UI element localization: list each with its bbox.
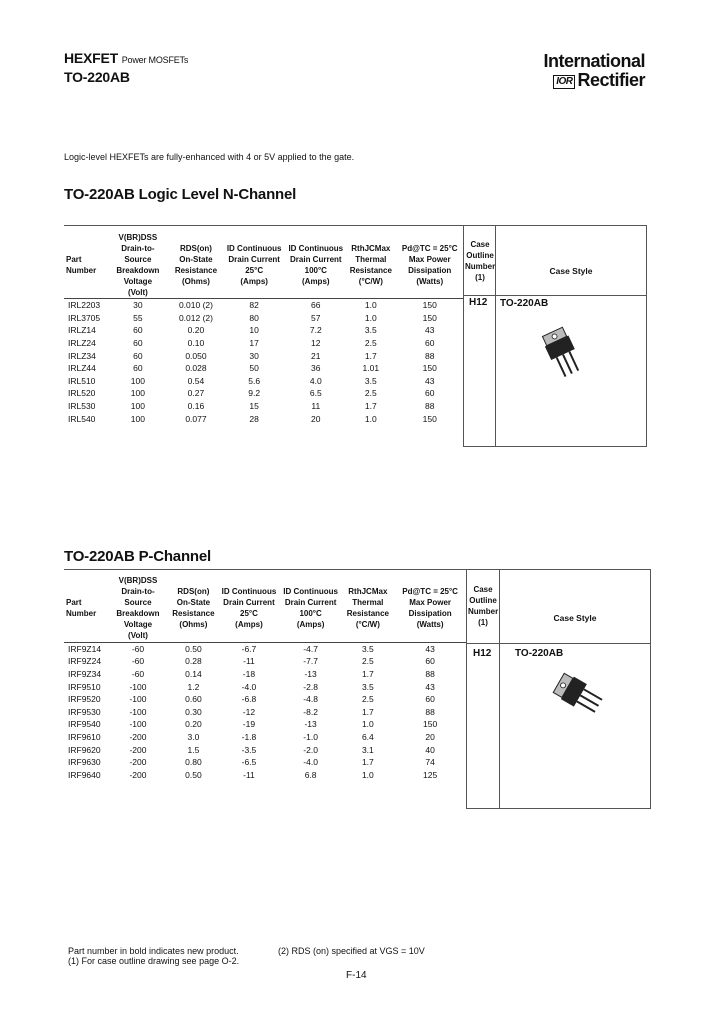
- table-row: [64, 349, 464, 362]
- table-cell: -4.8: [303, 694, 318, 705]
- table-cell: 125: [423, 769, 438, 780]
- table-cell: 0.20: [185, 719, 202, 730]
- table-row: [64, 655, 466, 668]
- table-cell: -6.5: [241, 757, 257, 768]
- table-cell: -18: [242, 668, 256, 679]
- table-cell: 0.60: [185, 694, 202, 705]
- table-cell: 2.5: [361, 656, 374, 667]
- table-cell: 9.2: [248, 388, 261, 399]
- table-cell: 6.5: [309, 388, 322, 399]
- table-cell: 43: [425, 643, 435, 654]
- table-cell: 55: [133, 312, 143, 323]
- table-cell: 0.20: [187, 325, 205, 336]
- table-cell: 1.0: [361, 719, 374, 730]
- part-number-cell: IRLZ24: [68, 338, 96, 349]
- table-cell: 60: [133, 350, 143, 361]
- part-number-cell: IRL3705: [68, 312, 101, 323]
- table-row: [64, 756, 466, 769]
- pchannel-case-code: H12: [473, 648, 492, 659]
- company-logo: International IOR Rectifier: [543, 51, 645, 90]
- nchannel-table: Part Number V(BR)DSS Drain-to-Source Breakdown Voltage (Volt) RDS(on) On-State Resistance (Ohms) ID Continuous Drain Current 25°C (Amps) ID Continuous Drain Current 100°C (Amps) RthJCMax Thermal Resistance (°C/W) Pd@TC = 25°C Max Power Dissipation (Watts) IRL2203 30 0.010 (2) 82 66 1.0 150 IRL3705 55 0.012 (2) 80 57 1.0 150 IRLZ14 60 0.20 10 7.2 3.5 43 IRLZ24 60 0.10 17 12 2.5 60 IRLZ34 60 0.050 30 21 1.7 88 IRLZ44 60 0.028 50 36 1.01 150 IRL510 100 0.54 5.6 4.0 3.5 43 IRL520 100 0.27 9.2 6.5 2.5 60 IRL530 100 0.16 15 11 1.7 88 IRL540 100 0.077 28 20 1.0 150: [64, 232, 464, 425]
- table-cell: 88: [424, 350, 435, 361]
- table-cell: 3.5: [364, 375, 377, 386]
- nchannel-title: TO-220AB Logic Level N-Channel: [64, 186, 297, 203]
- table-cell: -3.5: [241, 744, 257, 755]
- table-cell: 0.80: [185, 757, 202, 768]
- table-cell: 150: [423, 719, 438, 730]
- table-cell: 57: [311, 312, 321, 323]
- table-cell: 88: [425, 668, 435, 679]
- table-cell: 43: [424, 375, 435, 386]
- part-number-cell: IRF9510: [68, 681, 101, 692]
- table-row: [64, 299, 464, 312]
- table-cell: -200: [129, 731, 147, 742]
- nchannel-style-header: Case Style: [549, 266, 593, 276]
- table-cell: -6.8: [241, 694, 257, 705]
- table-row: [64, 731, 466, 744]
- nchannel-case-code: H12: [469, 297, 488, 308]
- table-cell: 88: [424, 401, 435, 412]
- table-cell: 1.01: [362, 363, 380, 374]
- part-number-cell: IRF9530: [68, 706, 101, 717]
- to220-package-icon: [548, 666, 612, 722]
- table-cell: 1.0: [361, 769, 374, 780]
- table-row: [64, 387, 464, 400]
- footnote-bold: Part number in bold indicates new product.: [68, 946, 239, 956]
- table-row: [64, 324, 464, 337]
- table-cell: -200: [129, 769, 147, 780]
- table-cell: -100: [129, 719, 147, 730]
- table-cell: 6.4: [361, 731, 374, 742]
- table-cell: 0.50: [185, 643, 202, 654]
- pchannel-case-header: Case Outline Number (1): [468, 585, 499, 627]
- table-cell: 2.5: [364, 388, 377, 399]
- table-cell: 0.16: [187, 401, 205, 412]
- pchannel-table: Part Number V(BR)DSS Drain-to-Source Breakdown Voltage (Volt) RDS(on) On-State Resistance (Ohms) ID Continuous Drain Current 25°C (Amps) ID Continuous Drain Current 100°C (Amps) RthJCMax Thermal Resistance (°C/W) Pd@TC = 25°C Max Power Dissipation (Watts) IRF9Z14 -60 0.50 -6.7 -4.7 3.5 43 IRF9Z24 -60 0.28 -11 -7.7 2.5 60 IRF9Z34 -60 0.14 -18 -13 1.7 88 IRF9510 -100 1.2 -4.0 -2.8 3.5 43 IRF9520 -100 0.60 -6.8 -4.8 2.5 60 IRF9530 -100 0.30 -12 -8.2 1.7 88 IRF9540 -100 0.20 -19 -13 1.0 150 IRF9610 -200 3.0 -1.8 -1.0 6.4 20 IRF9620 -200 1.5 -3.5 -2.0 3.1 40 IRF9630 -200 0.80 -6.5 -4.0 1.7 74 IRF9640 -200 0.50 -11 6.8 1.0 125: [64, 574, 466, 781]
- table-cell: 0.30: [185, 706, 202, 717]
- table-cell: 17: [249, 338, 259, 349]
- table-cell: 60: [425, 656, 435, 667]
- table-cell: 0.077: [185, 413, 207, 424]
- table-cell: 0.010 (2): [178, 300, 213, 311]
- table-row: [64, 337, 464, 350]
- table-cell: 0.50: [185, 769, 202, 780]
- table-cell: 1.0: [364, 300, 377, 311]
- table-cell: -100: [129, 706, 147, 717]
- part-number-cell: IRF9640: [68, 769, 101, 780]
- table-cell: 43: [424, 325, 435, 336]
- table-cell: -60: [131, 668, 145, 679]
- series-title: HEXFET Power MOSFETs: [64, 50, 189, 66]
- table-cell: -6.7: [241, 643, 257, 654]
- pchannel-case-name: TO-220AB: [515, 648, 564, 659]
- table-cell: -200: [129, 744, 147, 755]
- table-cell: 3.1: [361, 744, 374, 755]
- table-cell: -1.0: [303, 731, 318, 742]
- table-cell: 0.028: [185, 363, 207, 374]
- table-cell: 3.0: [187, 731, 200, 742]
- table-cell: -2.8: [303, 681, 318, 692]
- table-cell: 40: [425, 744, 435, 755]
- table-cell: -60: [131, 643, 145, 654]
- table-cell: -200: [129, 757, 147, 768]
- table-cell: 20: [311, 413, 321, 424]
- table-cell: -100: [129, 681, 147, 692]
- table-row: [64, 400, 464, 413]
- footnote-2: (2) RDS (on) specified at VGS = 10V: [278, 946, 425, 956]
- table-cell: 20: [425, 731, 435, 742]
- table-cell: 100: [130, 375, 145, 386]
- table-cell: 1.0: [364, 413, 377, 424]
- table-cell: 5.6: [248, 375, 261, 386]
- table-cell: -1.8: [241, 731, 257, 742]
- table-cell: 1.7: [361, 668, 374, 679]
- table-row: [64, 668, 466, 681]
- table-cell: 4.0: [309, 375, 322, 386]
- table-cell: 150: [422, 312, 437, 323]
- table-cell: 15: [249, 401, 259, 412]
- table-cell: 28: [249, 413, 259, 424]
- table-cell: -13: [304, 719, 317, 730]
- table-cell: -11: [243, 656, 255, 667]
- table-cell: 2.5: [361, 694, 374, 705]
- table-cell: 60: [425, 694, 435, 705]
- intro-text: Logic-level HEXFETs are fully-enhanced with 4 or 5V applied to the gate.: [64, 152, 355, 162]
- table-cell: 21: [311, 350, 321, 361]
- table-row: [64, 768, 466, 781]
- table-cell: 3.5: [361, 643, 374, 654]
- to220-package-icon: [535, 322, 595, 380]
- table-cell: 0.012 (2): [178, 312, 213, 323]
- table-cell: 1.0: [364, 312, 377, 323]
- part-number-cell: IRF9Z34: [68, 668, 102, 679]
- part-number-cell: IRF9630: [68, 757, 101, 768]
- table-row: [64, 718, 466, 731]
- part-number-cell: IRL2203: [68, 300, 101, 311]
- table-cell: 2.5: [364, 338, 377, 349]
- table-cell: 150: [422, 300, 437, 311]
- part-number-cell: IRL520: [68, 388, 96, 399]
- footnote-1: (1) For case outline drawing see page O-2.: [68, 956, 240, 966]
- table-cell: 0.54: [187, 375, 205, 386]
- table-row: [64, 743, 466, 756]
- table-cell: 1.5: [187, 744, 200, 755]
- table-cell: -19: [242, 719, 256, 730]
- table-cell: -2.0: [303, 744, 318, 755]
- part-number-cell: IRF9Z14: [68, 643, 102, 654]
- table-cell: -60: [131, 656, 145, 667]
- table-cell: 60: [424, 388, 435, 399]
- pchannel-style-header: Case Style: [553, 613, 597, 623]
- table-cell: 1.7: [361, 706, 374, 717]
- table-cell: 60: [133, 338, 143, 349]
- table-cell: 7.2: [309, 325, 322, 336]
- table-row: [64, 312, 464, 325]
- page-number: F-14: [346, 970, 367, 981]
- table-cell: 1.2: [187, 681, 200, 692]
- table-cell: -8.2: [303, 706, 318, 717]
- table-cell: 150: [422, 363, 437, 374]
- package-title: TO-220AB: [64, 69, 130, 85]
- table-cell: 74: [425, 757, 435, 768]
- part-number-cell: IRL510: [68, 375, 96, 386]
- table-cell: 60: [133, 363, 143, 374]
- table-cell: 100: [130, 401, 145, 412]
- part-number-cell: IRF9540: [68, 719, 101, 730]
- table-cell: 11: [311, 401, 321, 412]
- table-cell: -100: [129, 694, 147, 705]
- table-cell: 0.10: [187, 338, 205, 349]
- part-number-cell: IRF9610: [68, 731, 101, 742]
- table-row: [64, 642, 466, 655]
- pchannel-title: TO-220AB P-Channel: [64, 548, 211, 565]
- table-cell: 10: [249, 325, 259, 336]
- part-number-cell: IRF9620: [68, 744, 101, 755]
- table-cell: 50: [249, 363, 259, 374]
- table-cell: 60: [424, 338, 435, 349]
- table-cell: 150: [422, 413, 437, 424]
- table-cell: 100: [130, 388, 145, 399]
- part-number-cell: IRLZ34: [68, 350, 96, 361]
- table-cell: -4.0: [303, 757, 318, 768]
- table-row: [64, 375, 464, 388]
- table-cell: 0.28: [185, 656, 202, 667]
- table-cell: -7.7: [303, 656, 318, 667]
- table-cell: 0.27: [187, 388, 205, 399]
- table-row: [64, 693, 466, 706]
- table-cell: 1.7: [364, 350, 377, 361]
- table-cell: 60: [133, 325, 143, 336]
- table-cell: 43: [425, 681, 435, 692]
- table-cell: -13: [304, 668, 317, 679]
- table-cell: 0.14: [185, 668, 202, 679]
- table-row: [64, 705, 466, 718]
- table-cell: -12: [242, 706, 256, 717]
- table-cell: 100: [130, 413, 145, 424]
- part-number-cell: IRF9520: [68, 694, 101, 705]
- table-row: [64, 680, 466, 693]
- part-number-cell: IRF9Z24: [68, 656, 102, 667]
- part-number-cell: IRLZ14: [68, 325, 96, 336]
- part-number-cell: IRL530: [68, 401, 96, 412]
- table-cell: 30: [249, 350, 259, 361]
- table-cell: 66: [311, 300, 321, 311]
- table-cell: 30: [133, 300, 143, 311]
- table-row: [64, 362, 464, 375]
- table-cell: 1.7: [361, 757, 374, 768]
- table-cell: -11: [243, 769, 255, 780]
- nchannel-case-header: Case Outline Number (1): [465, 240, 496, 282]
- table-cell: 82: [249, 300, 259, 311]
- table-cell: 36: [311, 363, 321, 374]
- table-cell: 0.050: [185, 350, 207, 361]
- table-cell: -4.0: [241, 681, 257, 692]
- table-row: [64, 412, 464, 425]
- table-cell: 12: [311, 338, 321, 349]
- table-cell: -4.7: [303, 643, 318, 654]
- table-cell: 88: [425, 706, 435, 717]
- part-number-cell: IRL540: [68, 413, 96, 424]
- nchannel-case-name: TO-220AB: [500, 298, 549, 309]
- table-cell: 80: [249, 312, 259, 323]
- col-part: Part: [66, 255, 82, 264]
- part-number-cell: IRLZ44: [68, 363, 96, 374]
- table-cell: 3.5: [361, 681, 374, 692]
- table-cell: 3.5: [364, 325, 377, 336]
- table-cell: 1.7: [364, 401, 377, 412]
- table-cell: 6.8: [304, 769, 317, 780]
